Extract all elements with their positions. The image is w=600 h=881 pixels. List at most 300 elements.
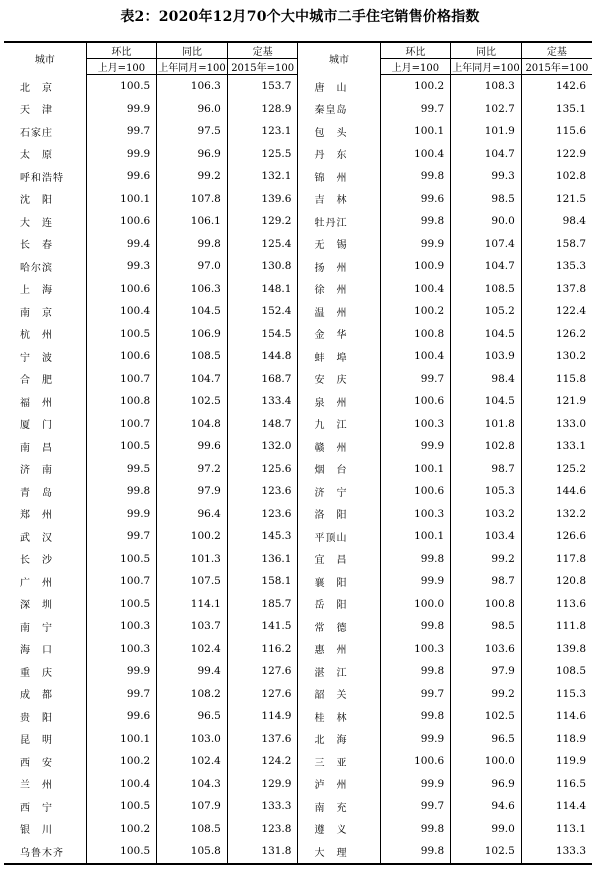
base-cell: 145.3 bbox=[227, 525, 298, 548]
yoy-cell: 97.0 bbox=[157, 255, 228, 278]
yoy-cell-right: 105.3 bbox=[451, 480, 522, 503]
mom-cell: 100.6 bbox=[86, 345, 157, 368]
base-cell-right: 133.3 bbox=[521, 840, 592, 864]
mom-cell-right: 99.8 bbox=[380, 818, 451, 841]
mom-cell: 100.5 bbox=[86, 435, 157, 458]
header-city-right: 城市 bbox=[298, 42, 380, 75]
city-cell: 石家庄 bbox=[20, 127, 53, 139]
base-cell: 132.0 bbox=[227, 435, 298, 458]
mom-cell-right: 100.1 bbox=[380, 120, 451, 143]
yoy-cell: 106.1 bbox=[157, 210, 228, 233]
base-cell: 123.8 bbox=[227, 818, 298, 841]
mom-cell: 100.4 bbox=[86, 773, 157, 796]
city-cell: 昆 明 bbox=[20, 735, 53, 747]
table-row bbox=[4, 683, 592, 706]
table-row bbox=[4, 840, 592, 864]
mom-cell-right: 100.3 bbox=[380, 503, 451, 526]
mom-cell: 99.8 bbox=[86, 480, 157, 503]
table-row bbox=[4, 210, 592, 233]
city-cell: 兰 州 bbox=[20, 780, 53, 792]
base-cell-right: 139.8 bbox=[521, 638, 592, 661]
yoy-cell: 114.1 bbox=[157, 593, 228, 616]
mom-cell-right: 99.6 bbox=[380, 188, 451, 211]
table-row bbox=[4, 705, 592, 728]
base-cell: 131.8 bbox=[227, 840, 298, 864]
mom-cell: 100.8 bbox=[86, 390, 157, 413]
header-yoy-right: 同比 bbox=[451, 42, 522, 59]
mom-cell-right: 100.9 bbox=[380, 255, 451, 278]
yoy-cell-right: 103.4 bbox=[451, 525, 522, 548]
yoy-cell-right: 107.4 bbox=[451, 233, 522, 256]
city-cell: 沈 阳 bbox=[20, 195, 53, 207]
mom-cell: 100.1 bbox=[86, 728, 157, 751]
mom-cell: 99.9 bbox=[86, 98, 157, 121]
mom-cell-right: 100.8 bbox=[380, 323, 451, 346]
city-cell: 郑 州 bbox=[20, 510, 53, 522]
base-cell-right: 133.1 bbox=[521, 435, 592, 458]
base-cell: 168.7 bbox=[227, 368, 298, 391]
city-cell: 银 川 bbox=[20, 825, 53, 837]
table-row bbox=[4, 75, 592, 98]
yoy-cell-right: 103.2 bbox=[451, 503, 522, 526]
city-cell-right: 三 亚 bbox=[298, 750, 380, 773]
base-cell: 133.3 bbox=[227, 795, 298, 818]
base-cell-right: 115.8 bbox=[521, 368, 592, 391]
base-cell-right: 114.4 bbox=[521, 795, 592, 818]
header-base-sub-right: 2015年=100 bbox=[521, 59, 592, 75]
mom-cell: 100.6 bbox=[86, 278, 157, 301]
city-cell: 青 岛 bbox=[20, 487, 53, 499]
mom-cell: 100.6 bbox=[86, 210, 157, 233]
mom-cell-right: 100.2 bbox=[380, 300, 451, 323]
yoy-cell: 108.5 bbox=[157, 345, 228, 368]
yoy-cell-right: 102.7 bbox=[451, 98, 522, 121]
table-row bbox=[4, 390, 592, 413]
city-cell-right: 湛 江 bbox=[298, 660, 380, 683]
yoy-cell-right: 97.9 bbox=[451, 660, 522, 683]
base-cell-right: 117.8 bbox=[521, 548, 592, 571]
header-mom-sub: 上月=100 bbox=[86, 59, 157, 75]
base-cell: 114.9 bbox=[227, 705, 298, 728]
base-cell: 125.4 bbox=[227, 233, 298, 256]
city-cell: 深 圳 bbox=[20, 600, 53, 612]
city-cell: 呼和浩特 bbox=[20, 172, 64, 184]
base-cell: 129.9 bbox=[227, 773, 298, 796]
mom-cell: 99.9 bbox=[86, 503, 157, 526]
mom-cell-right: 99.8 bbox=[380, 165, 451, 188]
yoy-cell: 97.2 bbox=[157, 458, 228, 481]
mom-cell-right: 100.1 bbox=[380, 458, 451, 481]
table-row bbox=[4, 728, 592, 751]
yoy-cell: 106.9 bbox=[157, 323, 228, 346]
yoy-cell: 96.5 bbox=[157, 705, 228, 728]
header-mom-right: 环比 bbox=[380, 42, 451, 59]
mom-cell: 99.6 bbox=[86, 705, 157, 728]
yoy-cell: 96.4 bbox=[157, 503, 228, 526]
yoy-cell: 102.4 bbox=[157, 750, 228, 773]
city-cell: 济 南 bbox=[20, 465, 53, 477]
yoy-cell-right: 94.6 bbox=[451, 795, 522, 818]
yoy-cell: 106.3 bbox=[157, 75, 228, 98]
base-cell: 153.7 bbox=[227, 75, 298, 98]
city-cell-right: 秦皇岛 bbox=[298, 98, 380, 121]
base-cell: 144.8 bbox=[227, 345, 298, 368]
table-body bbox=[4, 75, 592, 864]
mom-cell-right: 99.7 bbox=[380, 368, 451, 391]
mom-cell-right: 100.0 bbox=[380, 593, 451, 616]
mom-cell-right: 100.6 bbox=[380, 390, 451, 413]
table-row bbox=[4, 795, 592, 818]
mom-cell: 100.4 bbox=[86, 300, 157, 323]
city-cell: 长 春 bbox=[20, 240, 53, 252]
city-cell: 西 安 bbox=[20, 757, 53, 769]
city-cell-right: 济 宁 bbox=[298, 480, 380, 503]
yoy-cell-right: 99.2 bbox=[451, 548, 522, 571]
city-cell: 海 口 bbox=[20, 645, 53, 657]
city-cell: 福 州 bbox=[20, 397, 53, 409]
city-cell: 西 宁 bbox=[20, 802, 53, 814]
mom-cell: 100.3 bbox=[86, 615, 157, 638]
city-cell: 南 京 bbox=[20, 307, 53, 319]
table-row bbox=[4, 458, 592, 481]
yoy-cell-right: 98.7 bbox=[451, 570, 522, 593]
table-row bbox=[4, 368, 592, 391]
table-row bbox=[4, 570, 592, 593]
base-cell-right: 119.9 bbox=[521, 750, 592, 773]
mom-cell: 100.5 bbox=[86, 323, 157, 346]
base-cell-right: 135.1 bbox=[521, 98, 592, 121]
mom-cell-right: 100.4 bbox=[380, 345, 451, 368]
city-cell-right: 吉 林 bbox=[298, 188, 380, 211]
yoy-cell-right: 101.8 bbox=[451, 413, 522, 436]
city-cell-right: 温 州 bbox=[298, 300, 380, 323]
city-cell: 北 京 bbox=[20, 82, 53, 94]
mom-cell: 99.7 bbox=[86, 683, 157, 706]
mom-cell-right: 99.7 bbox=[380, 98, 451, 121]
city-cell-right: 岳 阳 bbox=[298, 593, 380, 616]
city-cell: 哈尔滨 bbox=[20, 262, 53, 274]
yoy-cell: 99.6 bbox=[157, 435, 228, 458]
city-cell: 广 州 bbox=[20, 577, 53, 589]
base-cell-right: 137.8 bbox=[521, 278, 592, 301]
city-cell-right: 金 华 bbox=[298, 323, 380, 346]
city-cell: 重 庆 bbox=[20, 667, 53, 679]
city-cell-right: 惠 州 bbox=[298, 638, 380, 661]
mom-cell: 99.9 bbox=[86, 660, 157, 683]
city-cell: 贵 阳 bbox=[20, 712, 53, 724]
city-cell: 大 连 bbox=[20, 217, 53, 229]
base-cell-right: 144.6 bbox=[521, 480, 592, 503]
mom-cell: 100.5 bbox=[86, 548, 157, 571]
mom-cell: 100.1 bbox=[86, 188, 157, 211]
city-cell: 南 宁 bbox=[20, 622, 53, 634]
base-cell: 185.7 bbox=[227, 593, 298, 616]
city-cell-right: 烟 台 bbox=[298, 458, 380, 481]
header-base-right: 定基 bbox=[521, 42, 592, 59]
city-cell-right: 包 头 bbox=[298, 120, 380, 143]
base-cell-right: 113.1 bbox=[521, 818, 592, 841]
base-cell-right: 111.8 bbox=[521, 615, 592, 638]
yoy-cell-right: 104.7 bbox=[451, 255, 522, 278]
city-cell-right: 泉 州 bbox=[298, 390, 380, 413]
yoy-cell: 102.4 bbox=[157, 638, 228, 661]
yoy-cell: 97.9 bbox=[157, 480, 228, 503]
mom-cell: 99.7 bbox=[86, 120, 157, 143]
header-yoy: 同比 bbox=[157, 42, 228, 59]
mom-cell-right: 99.9 bbox=[380, 570, 451, 593]
header-base: 定基 bbox=[227, 42, 298, 59]
base-cell-right: 158.7 bbox=[521, 233, 592, 256]
table-title: 表2：2020年12月70个大中城市二手住宅销售价格指数 bbox=[120, 9, 480, 25]
base-cell: 127.6 bbox=[227, 683, 298, 706]
yoy-cell-right: 103.9 bbox=[451, 345, 522, 368]
city-cell: 乌鲁木齐 bbox=[4, 840, 86, 864]
header-mom: 环比 bbox=[86, 42, 157, 59]
yoy-cell-right: 101.9 bbox=[451, 120, 522, 143]
table-row bbox=[4, 615, 592, 638]
mom-cell-right: 99.8 bbox=[380, 615, 451, 638]
base-cell-right: 121.5 bbox=[521, 188, 592, 211]
mom-cell-right: 100.4 bbox=[380, 143, 451, 166]
header-yoy-sub: 上年同月=100 bbox=[157, 59, 228, 75]
yoy-cell: 106.3 bbox=[157, 278, 228, 301]
mom-cell: 100.2 bbox=[86, 818, 157, 841]
mom-cell-right: 100.3 bbox=[380, 413, 451, 436]
yoy-cell-right: 90.0 bbox=[451, 210, 522, 233]
yoy-cell: 102.5 bbox=[157, 390, 228, 413]
base-cell: 130.8 bbox=[227, 255, 298, 278]
base-cell-right: 115.3 bbox=[521, 683, 592, 706]
mom-cell: 99.7 bbox=[86, 525, 157, 548]
yoy-cell: 99.2 bbox=[157, 165, 228, 188]
mom-cell-right: 99.9 bbox=[380, 773, 451, 796]
yoy-cell: 97.5 bbox=[157, 120, 228, 143]
city-cell-right: 宜 昌 bbox=[298, 548, 380, 571]
yoy-cell-right: 99.3 bbox=[451, 165, 522, 188]
mom-cell-right: 100.6 bbox=[380, 480, 451, 503]
mom-cell-right: 100.2 bbox=[380, 75, 451, 98]
table-row bbox=[4, 548, 592, 571]
mom-cell-right: 100.4 bbox=[380, 278, 451, 301]
table-row bbox=[4, 593, 592, 616]
base-cell-right: 135.3 bbox=[521, 255, 592, 278]
table-row bbox=[4, 818, 592, 841]
yoy-cell: 104.3 bbox=[157, 773, 228, 796]
city-cell-right: 扬 州 bbox=[298, 255, 380, 278]
yoy-cell: 99.8 bbox=[157, 233, 228, 256]
base-cell: 127.6 bbox=[227, 660, 298, 683]
yoy-cell-right: 98.5 bbox=[451, 615, 522, 638]
base-cell-right: 122.9 bbox=[521, 143, 592, 166]
city-cell-right: 无 锡 bbox=[298, 233, 380, 256]
mom-cell-right: 99.8 bbox=[380, 705, 451, 728]
mom-cell: 100.3 bbox=[86, 638, 157, 661]
yoy-cell-right: 102.5 bbox=[451, 840, 522, 864]
mom-cell: 100.5 bbox=[86, 795, 157, 818]
mom-cell: 100.5 bbox=[86, 840, 157, 864]
yoy-cell-right: 105.2 bbox=[451, 300, 522, 323]
base-cell: 148.1 bbox=[227, 278, 298, 301]
mom-cell-right: 99.7 bbox=[380, 683, 451, 706]
base-cell: 123.6 bbox=[227, 480, 298, 503]
yoy-cell: 107.8 bbox=[157, 188, 228, 211]
city-cell-right: 蚌 埠 bbox=[298, 345, 380, 368]
table-row bbox=[4, 120, 592, 143]
table-row bbox=[4, 233, 592, 256]
base-cell-right: 125.2 bbox=[521, 458, 592, 481]
city-cell: 宁 波 bbox=[20, 352, 53, 364]
yoy-cell-right: 108.5 bbox=[451, 278, 522, 301]
city-cell-right: 泸 州 bbox=[298, 773, 380, 796]
base-cell: 132.1 bbox=[227, 165, 298, 188]
city-cell: 杭 州 bbox=[20, 330, 53, 342]
yoy-cell: 107.5 bbox=[157, 570, 228, 593]
base-cell: 136.1 bbox=[227, 548, 298, 571]
city-cell-right: 安 庆 bbox=[298, 368, 380, 391]
mom-cell-right: 99.7 bbox=[380, 795, 451, 818]
base-cell-right: 132.2 bbox=[521, 503, 592, 526]
table-row bbox=[4, 98, 592, 121]
yoy-cell-right: 108.3 bbox=[451, 75, 522, 98]
city-cell: 南 昌 bbox=[20, 442, 53, 454]
yoy-cell: 103.7 bbox=[157, 615, 228, 638]
yoy-cell-right: 96.9 bbox=[451, 773, 522, 796]
city-cell: 长 沙 bbox=[20, 555, 53, 567]
city-cell-right: 遵 义 bbox=[298, 818, 380, 841]
mom-cell: 100.7 bbox=[86, 570, 157, 593]
mom-cell: 99.5 bbox=[86, 458, 157, 481]
table-row bbox=[4, 638, 592, 661]
mom-cell-right: 99.8 bbox=[380, 548, 451, 571]
base-cell-right: 115.6 bbox=[521, 120, 592, 143]
header-base-sub: 2015年=100 bbox=[227, 59, 298, 75]
base-cell-right: 113.6 bbox=[521, 593, 592, 616]
city-cell-right: 北 海 bbox=[298, 728, 380, 751]
mom-cell: 99.9 bbox=[86, 143, 157, 166]
city-cell-right: 平顶山 bbox=[298, 525, 380, 548]
yoy-cell-right: 102.8 bbox=[451, 435, 522, 458]
yoy-cell-right: 102.5 bbox=[451, 705, 522, 728]
header-mom-sub-right: 上月=100 bbox=[380, 59, 451, 75]
base-cell: 141.5 bbox=[227, 615, 298, 638]
base-cell: 129.2 bbox=[227, 210, 298, 233]
table-row bbox=[4, 278, 592, 301]
mom-cell-right: 99.9 bbox=[380, 728, 451, 751]
city-cell-right: 韶 关 bbox=[298, 683, 380, 706]
table-row bbox=[4, 323, 592, 346]
base-cell-right: 126.6 bbox=[521, 525, 592, 548]
yoy-cell: 104.5 bbox=[157, 300, 228, 323]
mom-cell: 100.2 bbox=[86, 750, 157, 773]
mom-cell-right: 99.8 bbox=[380, 210, 451, 233]
base-cell: 123.1 bbox=[227, 120, 298, 143]
table-row bbox=[4, 525, 592, 548]
base-cell: 124.2 bbox=[227, 750, 298, 773]
mom-cell: 99.4 bbox=[86, 233, 157, 256]
city-cell-right: 常 德 bbox=[298, 615, 380, 638]
yoy-cell-right: 99.0 bbox=[451, 818, 522, 841]
city-cell-right: 唐 山 bbox=[298, 75, 380, 98]
table-row bbox=[4, 345, 592, 368]
table-row bbox=[4, 188, 592, 211]
table-row bbox=[4, 480, 592, 503]
mom-cell: 100.5 bbox=[86, 75, 157, 98]
mom-cell: 99.3 bbox=[86, 255, 157, 278]
mom-cell-right: 100.3 bbox=[380, 638, 451, 661]
city-cell: 天 津 bbox=[20, 105, 53, 117]
city-cell-right: 赣 州 bbox=[298, 435, 380, 458]
table-row bbox=[4, 503, 592, 526]
header-yoy-sub-right: 上年同月=100 bbox=[451, 59, 522, 75]
yoy-cell: 96.9 bbox=[157, 143, 228, 166]
city-cell-right: 丹 东 bbox=[298, 143, 380, 166]
city-cell-right: 锦 州 bbox=[298, 165, 380, 188]
city-cell: 成 都 bbox=[20, 690, 53, 702]
city-cell-right: 襄 阳 bbox=[298, 570, 380, 593]
base-cell-right: 118.9 bbox=[521, 728, 592, 751]
yoy-cell-right: 98.4 bbox=[451, 368, 522, 391]
table-row bbox=[4, 165, 592, 188]
city-cell: 合 肥 bbox=[20, 375, 53, 387]
yoy-cell: 104.8 bbox=[157, 413, 228, 436]
table-row bbox=[4, 300, 592, 323]
base-cell: 148.7 bbox=[227, 413, 298, 436]
yoy-cell: 101.3 bbox=[157, 548, 228, 571]
mom-cell-right: 99.9 bbox=[380, 233, 451, 256]
city-cell-right: 洛 阳 bbox=[298, 503, 380, 526]
yoy-cell-right: 104.7 bbox=[451, 143, 522, 166]
base-cell-right: 122.4 bbox=[521, 300, 592, 323]
city-cell: 武 汉 bbox=[20, 532, 53, 544]
mom-cell-right: 100.1 bbox=[380, 525, 451, 548]
base-cell-right: 120.8 bbox=[521, 570, 592, 593]
yoy-cell: 107.9 bbox=[157, 795, 228, 818]
base-cell-right: 130.2 bbox=[521, 345, 592, 368]
city-cell-right: 南 充 bbox=[298, 795, 380, 818]
yoy-cell: 100.2 bbox=[157, 525, 228, 548]
base-cell: 125.6 bbox=[227, 458, 298, 481]
base-cell-right: 102.8 bbox=[521, 165, 592, 188]
city-cell-right: 徐 州 bbox=[298, 278, 380, 301]
table-row bbox=[4, 255, 592, 278]
mom-cell: 99.6 bbox=[86, 165, 157, 188]
yoy-cell-right: 98.5 bbox=[451, 188, 522, 211]
base-cell-right: 126.2 bbox=[521, 323, 592, 346]
base-cell-right: 98.4 bbox=[521, 210, 592, 233]
base-cell: 158.1 bbox=[227, 570, 298, 593]
city-cell: 上 海 bbox=[20, 285, 53, 297]
base-cell-right: 121.9 bbox=[521, 390, 592, 413]
yoy-cell: 104.7 bbox=[157, 368, 228, 391]
city-cell: 太 原 bbox=[20, 150, 53, 162]
base-cell: 116.2 bbox=[227, 638, 298, 661]
yoy-cell: 108.5 bbox=[157, 818, 228, 841]
yoy-cell-right: 104.5 bbox=[451, 323, 522, 346]
base-cell: 137.6 bbox=[227, 728, 298, 751]
base-cell: 123.6 bbox=[227, 503, 298, 526]
yoy-cell: 105.8 bbox=[157, 840, 228, 864]
mom-cell: 100.7 bbox=[86, 413, 157, 436]
table-row bbox=[4, 435, 592, 458]
base-cell: 125.5 bbox=[227, 143, 298, 166]
table-row bbox=[4, 773, 592, 796]
mom-cell-right: 99.8 bbox=[380, 840, 451, 864]
mom-cell: 100.5 bbox=[86, 593, 157, 616]
base-cell-right: 142.6 bbox=[521, 75, 592, 98]
table-row bbox=[4, 750, 592, 773]
base-cell: 139.6 bbox=[227, 188, 298, 211]
yoy-cell-right: 96.5 bbox=[451, 728, 522, 751]
